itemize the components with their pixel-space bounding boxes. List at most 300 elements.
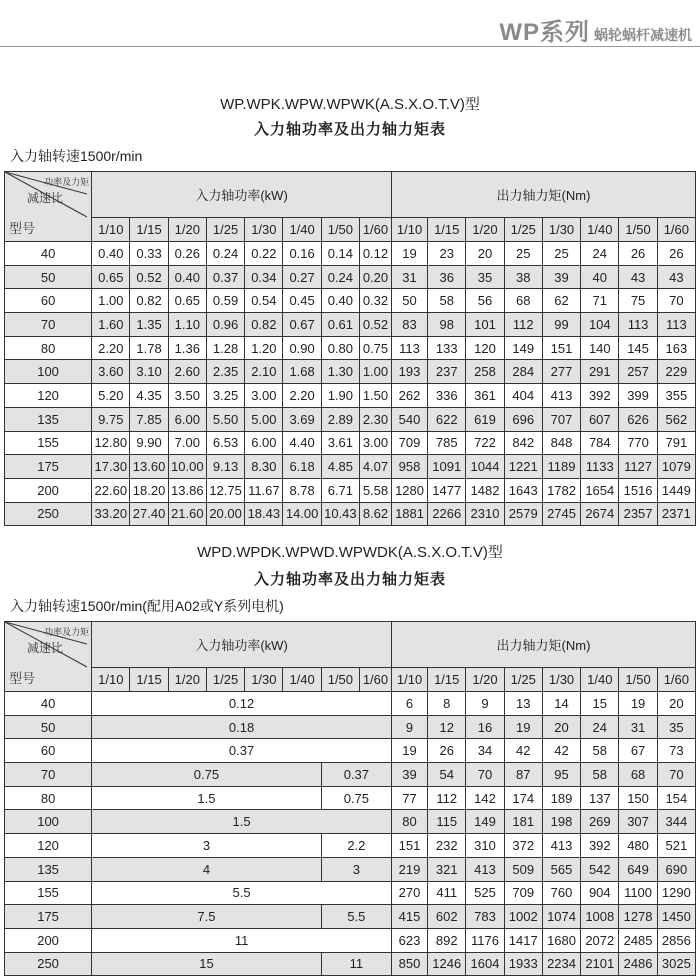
torque-cell: 1881 [391, 502, 427, 526]
torque-cell: 1449 [657, 478, 695, 502]
torque-cell: 336 [428, 384, 466, 408]
ratio-cell: 1/15 [428, 668, 466, 692]
torque-cell: 258 [466, 360, 504, 384]
power-cell: 21.60 [168, 502, 206, 526]
torque-cell: 1290 [657, 881, 695, 905]
torque-cell: 50 [391, 289, 427, 313]
power-cell: 7.85 [130, 407, 168, 431]
output-torque-header: 出力轴力矩(Nm) [391, 622, 695, 668]
corner-label-power-torque: 功率及力矩 [44, 627, 90, 637]
torque-cell: 2234 [542, 952, 580, 976]
power-cell: 2.35 [206, 360, 244, 384]
torque-cell: 783 [466, 905, 504, 929]
torque-cell: 15 [581, 692, 619, 716]
power-cell: 0.40 [168, 265, 206, 289]
torque-cell: 310 [466, 834, 504, 858]
power-cell: 5.20 [92, 384, 130, 408]
torque-cell: 344 [657, 810, 695, 834]
power-cell: 14.00 [283, 502, 321, 526]
power-cell: 1.90 [321, 384, 359, 408]
table-row [5, 739, 696, 763]
table-row [5, 905, 696, 929]
torque-cell: 1079 [657, 455, 695, 479]
torque-cell: 1002 [504, 905, 542, 929]
torque-cell: 2486 [619, 952, 657, 976]
ratio-cell: 1/60 [657, 218, 695, 242]
torque-cell: 36 [428, 265, 466, 289]
power-cell: 11 [92, 928, 392, 952]
power-cell: 0.45 [283, 289, 321, 313]
ratio-cell: 1/25 [504, 218, 542, 242]
torque-cell: 399 [619, 384, 657, 408]
section1-speed: 入力轴转速1500r/min [10, 148, 143, 164]
table-row [5, 715, 696, 739]
corner-label-model: 型号 [9, 221, 36, 236]
torque-cell: 232 [428, 834, 466, 858]
model-cell: 80 [5, 336, 92, 360]
power-cell: 18.20 [130, 478, 168, 502]
table-row [5, 928, 696, 952]
power-cell: 0.80 [321, 336, 359, 360]
torque-cell: 2856 [657, 928, 695, 952]
torque-cell: 42 [504, 739, 542, 763]
table-row [5, 952, 696, 976]
power-cell: 13.86 [168, 478, 206, 502]
ratio-cell: 1/40 [283, 218, 321, 242]
ratio-cell: 1/40 [581, 218, 619, 242]
torque-cell: 9 [466, 692, 504, 716]
section2-title: 入力轴功率及出力轴力矩表 [253, 571, 446, 588]
brand-title: WP系列 [499, 19, 590, 46]
power-cell: 0.67 [283, 313, 321, 337]
torque-cell: 602 [428, 905, 466, 929]
power-cell: 1.20 [245, 336, 283, 360]
model-cell: 155 [5, 881, 92, 905]
torque-cell: 12 [428, 715, 466, 739]
torque-cell: 145 [619, 336, 657, 360]
torque-cell: 58 [581, 739, 619, 763]
torque-cell: 133 [428, 336, 466, 360]
torque-cell: 2072 [581, 928, 619, 952]
power-cell: 0.65 [92, 265, 130, 289]
torque-cell: 1044 [466, 455, 504, 479]
input-power-header: 入力轴功率(kW) [92, 622, 392, 668]
torque-cell: 95 [542, 763, 580, 787]
table-row [5, 763, 696, 787]
torque-cell: 760 [542, 881, 580, 905]
model-cell: 135 [5, 407, 92, 431]
torque-cell: 137 [581, 786, 619, 810]
power-cell: 0.90 [283, 336, 321, 360]
torque-cell: 2101 [581, 952, 619, 976]
power-cell: 17.30 [92, 455, 130, 479]
corner-label-power-torque: 功率及力矩 [44, 177, 90, 187]
torque-cell: 842 [504, 431, 542, 455]
power-cell: 1.5 [92, 786, 322, 810]
power-cell: 4.07 [360, 455, 392, 479]
table-row [5, 834, 696, 858]
input-power-header: 入力轴功率(kW) [92, 172, 392, 218]
table-row [5, 360, 696, 384]
power-cell: 20.00 [206, 502, 244, 526]
table-row [5, 502, 696, 526]
torque-cell: 850 [391, 952, 427, 976]
power-cell: 2.30 [360, 407, 392, 431]
power-cell: 9.90 [130, 431, 168, 455]
torque-cell: 791 [657, 431, 695, 455]
power-cell: 0.37 [206, 265, 244, 289]
torque-cell: 257 [619, 360, 657, 384]
power-cell: 7.00 [168, 431, 206, 455]
ratio-cell: 1/10 [391, 668, 427, 692]
torque-cell: 411 [428, 881, 466, 905]
power-cell: 0.82 [130, 289, 168, 313]
torque-cell: 154 [657, 786, 695, 810]
torque-cell: 181 [504, 810, 542, 834]
torque-cell: 112 [428, 786, 466, 810]
power-cell: 4.85 [321, 455, 359, 479]
header-row [5, 622, 696, 668]
power-cell: 1.00 [360, 360, 392, 384]
torque-cell: 68 [619, 763, 657, 787]
torque-cell: 690 [657, 857, 695, 881]
torque-cell: 67 [619, 739, 657, 763]
power-cell: 0.75 [360, 336, 392, 360]
power-cell: 3.00 [360, 431, 392, 455]
power-cell: 1.28 [206, 336, 244, 360]
table-row [5, 384, 696, 408]
power-cell: 2.60 [168, 360, 206, 384]
torque-cell: 70 [657, 289, 695, 313]
torque-cell: 198 [542, 810, 580, 834]
power-cell: 8.62 [360, 502, 392, 526]
power-cell: 0.37 [321, 763, 391, 787]
torque-cell: 1100 [619, 881, 657, 905]
power-cell: 3.50 [168, 384, 206, 408]
torque-cell: 34 [466, 739, 504, 763]
section1-title: 入力轴功率及出力轴力矩表 [253, 121, 446, 138]
corner-cell [5, 172, 92, 242]
torque-cell: 480 [619, 834, 657, 858]
model-cell: 40 [5, 692, 92, 716]
torque-cell: 284 [504, 360, 542, 384]
page-header [0, 0, 700, 47]
power-cell: 3.69 [283, 407, 321, 431]
torque-cell: 1933 [504, 952, 542, 976]
torque-cell: 392 [581, 384, 619, 408]
power-cell: 8.30 [245, 455, 283, 479]
power-cell: 8.78 [283, 478, 321, 502]
power-cell: 0.27 [283, 265, 321, 289]
power-cell: 0.75 [92, 763, 322, 787]
model-cell: 80 [5, 786, 92, 810]
power-cell: 4 [92, 857, 322, 881]
corner-label-ratio: 减速比 [27, 191, 64, 205]
power-cell: 0.54 [245, 289, 283, 313]
power-cell: 1.35 [130, 313, 168, 337]
power-cell: 22.60 [92, 478, 130, 502]
torque-cell: 68 [504, 289, 542, 313]
power-cell: 1.5 [92, 810, 392, 834]
torque-cell: 54 [428, 763, 466, 787]
power-cell: 9.13 [206, 455, 244, 479]
power-cell: 0.75 [321, 786, 391, 810]
torque-cell: 20 [466, 242, 504, 266]
torque-cell: 542 [581, 857, 619, 881]
torque-cell: 26 [428, 739, 466, 763]
power-cell: 0.59 [206, 289, 244, 313]
ratio-cell: 1/25 [206, 218, 244, 242]
torque-cell: 38 [504, 265, 542, 289]
torque-cell: 73 [657, 739, 695, 763]
torque-cell: 104 [581, 313, 619, 337]
power-cell: 0.24 [321, 265, 359, 289]
power-cell: 1.30 [321, 360, 359, 384]
torque-cell: 709 [504, 881, 542, 905]
torque-cell: 392 [581, 834, 619, 858]
header-row [5, 172, 696, 218]
ratio-cell: 1/25 [504, 668, 542, 692]
table-power-torque-1 [4, 171, 696, 526]
model-cell: 250 [5, 952, 92, 976]
ratio-cell: 1/50 [619, 668, 657, 692]
power-cell: 5.50 [206, 407, 244, 431]
ratio-cell: 1/10 [92, 668, 130, 692]
ratio-cell: 1/20 [168, 668, 206, 692]
power-cell: 0.12 [92, 692, 392, 716]
torque-cell: 355 [657, 384, 695, 408]
power-cell: 3.00 [245, 384, 283, 408]
torque-cell: 413 [466, 857, 504, 881]
power-cell: 3 [92, 834, 322, 858]
power-cell: 0.40 [321, 289, 359, 313]
torque-cell: 151 [391, 834, 427, 858]
torque-cell: 321 [428, 857, 466, 881]
power-cell: 15 [92, 952, 322, 976]
model-cell: 70 [5, 763, 92, 787]
torque-cell: 149 [504, 336, 542, 360]
table-row [5, 881, 696, 905]
power-cell: 0.33 [130, 242, 168, 266]
torque-cell: 784 [581, 431, 619, 455]
torque-cell: 24 [581, 242, 619, 266]
power-cell: 11 [321, 952, 391, 976]
torque-cell: 2357 [619, 502, 657, 526]
ratio-cell: 1/15 [130, 218, 168, 242]
torque-cell: 62 [542, 289, 580, 313]
power-cell: 1.68 [283, 360, 321, 384]
power-cell: 4.35 [130, 384, 168, 408]
torque-cell: 709 [391, 431, 427, 455]
power-cell: 0.18 [92, 715, 392, 739]
torque-cell: 19 [391, 739, 427, 763]
power-cell: 0.52 [360, 313, 392, 337]
power-cell: 2.20 [92, 336, 130, 360]
torque-cell: 56 [466, 289, 504, 313]
torque-cell: 39 [391, 763, 427, 787]
torque-cell: 150 [619, 786, 657, 810]
torque-cell: 70 [466, 763, 504, 787]
power-cell: 2.89 [321, 407, 359, 431]
torque-cell: 1278 [619, 905, 657, 929]
power-cell: 6.71 [321, 478, 359, 502]
torque-cell: 1127 [619, 455, 657, 479]
torque-cell: 1450 [657, 905, 695, 929]
torque-cell: 174 [504, 786, 542, 810]
torque-cell: 1221 [504, 455, 542, 479]
torque-cell: 1133 [581, 455, 619, 479]
torque-cell: 904 [581, 881, 619, 905]
table-row [5, 313, 696, 337]
model-cell: 200 [5, 928, 92, 952]
torque-cell: 2485 [619, 928, 657, 952]
torque-cell: 1246 [428, 952, 466, 976]
torque-cell: 101 [466, 313, 504, 337]
power-cell: 11.67 [245, 478, 283, 502]
torque-cell: 1516 [619, 478, 657, 502]
torque-cell: 24 [581, 715, 619, 739]
power-cell: 0.37 [92, 739, 392, 763]
torque-cell: 607 [581, 407, 619, 431]
table-row [5, 242, 696, 266]
power-cell: 5.58 [360, 478, 392, 502]
power-cell: 1.00 [92, 289, 130, 313]
torque-cell: 113 [657, 313, 695, 337]
torque-cell: 2745 [542, 502, 580, 526]
torque-cell: 277 [542, 360, 580, 384]
torque-cell: 77 [391, 786, 427, 810]
power-cell: 0.24 [206, 242, 244, 266]
power-cell: 0.82 [245, 313, 283, 337]
power-cell: 12.75 [206, 478, 244, 502]
power-cell: 1.50 [360, 384, 392, 408]
torque-cell: 785 [428, 431, 466, 455]
torque-cell: 1604 [466, 952, 504, 976]
torque-cell: 696 [504, 407, 542, 431]
torque-cell: 163 [657, 336, 695, 360]
power-cell: 3 [321, 857, 391, 881]
torque-cell: 25 [504, 242, 542, 266]
ratio-cell: 1/40 [581, 668, 619, 692]
model-cell: 100 [5, 360, 92, 384]
power-cell: 10.43 [321, 502, 359, 526]
torque-cell: 14 [542, 692, 580, 716]
power-cell: 0.26 [168, 242, 206, 266]
ratio-cell: 1/20 [466, 668, 504, 692]
ratio-cell: 1/30 [245, 668, 283, 692]
torque-cell: 372 [504, 834, 542, 858]
ratio-cell: 1/30 [542, 218, 580, 242]
power-cell: 0.65 [168, 289, 206, 313]
torque-cell: 722 [466, 431, 504, 455]
power-cell: 2.20 [283, 384, 321, 408]
torque-cell: 1417 [504, 928, 542, 952]
torque-cell: 958 [391, 455, 427, 479]
torque-cell: 2310 [466, 502, 504, 526]
power-cell: 0.61 [321, 313, 359, 337]
torque-cell: 707 [542, 407, 580, 431]
corner-cell [5, 622, 92, 692]
torque-cell: 219 [391, 857, 427, 881]
power-cell: 5.00 [245, 407, 283, 431]
torque-cell: 193 [391, 360, 427, 384]
power-cell: 0.40 [92, 242, 130, 266]
torque-cell: 75 [619, 289, 657, 313]
torque-cell: 415 [391, 905, 427, 929]
model-cell: 200 [5, 478, 92, 502]
model-cell: 120 [5, 384, 92, 408]
torque-cell: 562 [657, 407, 695, 431]
model-cell: 50 [5, 715, 92, 739]
torque-cell: 770 [619, 431, 657, 455]
power-cell: 0.16 [283, 242, 321, 266]
power-cell: 18.43 [245, 502, 283, 526]
section2-model: WPD.WPDK.WPWD.WPWDK(A.S.X.O.T.V)型 [197, 544, 503, 561]
torque-cell: 404 [504, 384, 542, 408]
power-cell: 0.32 [360, 289, 392, 313]
ratio-cell: 1/40 [283, 668, 321, 692]
ratio-cell: 1/15 [130, 668, 168, 692]
power-cell: 4.40 [283, 431, 321, 455]
power-cell: 0.12 [360, 242, 392, 266]
power-cell: 6.53 [206, 431, 244, 455]
torque-cell: 649 [619, 857, 657, 881]
ratio-cell: 1/30 [542, 668, 580, 692]
torque-cell: 43 [657, 265, 695, 289]
torque-cell: 42 [542, 739, 580, 763]
ratio-cell: 1/10 [92, 218, 130, 242]
torque-cell: 619 [466, 407, 504, 431]
ratio-cell: 1/50 [321, 668, 359, 692]
torque-cell: 99 [542, 313, 580, 337]
torque-cell: 3025 [657, 952, 695, 976]
torque-cell: 9 [391, 715, 427, 739]
torque-cell: 413 [542, 384, 580, 408]
power-cell: 3.10 [130, 360, 168, 384]
torque-cell: 149 [466, 810, 504, 834]
torque-cell: 87 [504, 763, 542, 787]
torque-cell: 19 [619, 692, 657, 716]
torque-cell: 142 [466, 786, 504, 810]
torque-cell: 189 [542, 786, 580, 810]
ratio-cell: 1/20 [168, 218, 206, 242]
power-cell: 27.40 [130, 502, 168, 526]
torque-cell: 98 [428, 313, 466, 337]
table-row [5, 810, 696, 834]
torque-cell: 540 [391, 407, 427, 431]
power-cell: 6.00 [245, 431, 283, 455]
torque-cell: 19 [391, 242, 427, 266]
torque-cell: 1189 [542, 455, 580, 479]
power-cell: 10.00 [168, 455, 206, 479]
model-cell: 40 [5, 242, 92, 266]
table-row [5, 692, 696, 716]
torque-cell: 13 [504, 692, 542, 716]
ratio-cell: 1/50 [619, 218, 657, 242]
power-cell: 0.52 [130, 265, 168, 289]
model-cell: 60 [5, 739, 92, 763]
table-row [5, 786, 696, 810]
table-row [5, 431, 696, 455]
model-cell: 155 [5, 431, 92, 455]
table-row [5, 407, 696, 431]
torque-cell: 262 [391, 384, 427, 408]
torque-cell: 31 [619, 715, 657, 739]
brand-subtitle: 蜗轮蜗杆减速机 [594, 27, 692, 43]
brand [499, 12, 692, 47]
power-cell: 6.18 [283, 455, 321, 479]
ratio-cell: 1/60 [360, 668, 392, 692]
